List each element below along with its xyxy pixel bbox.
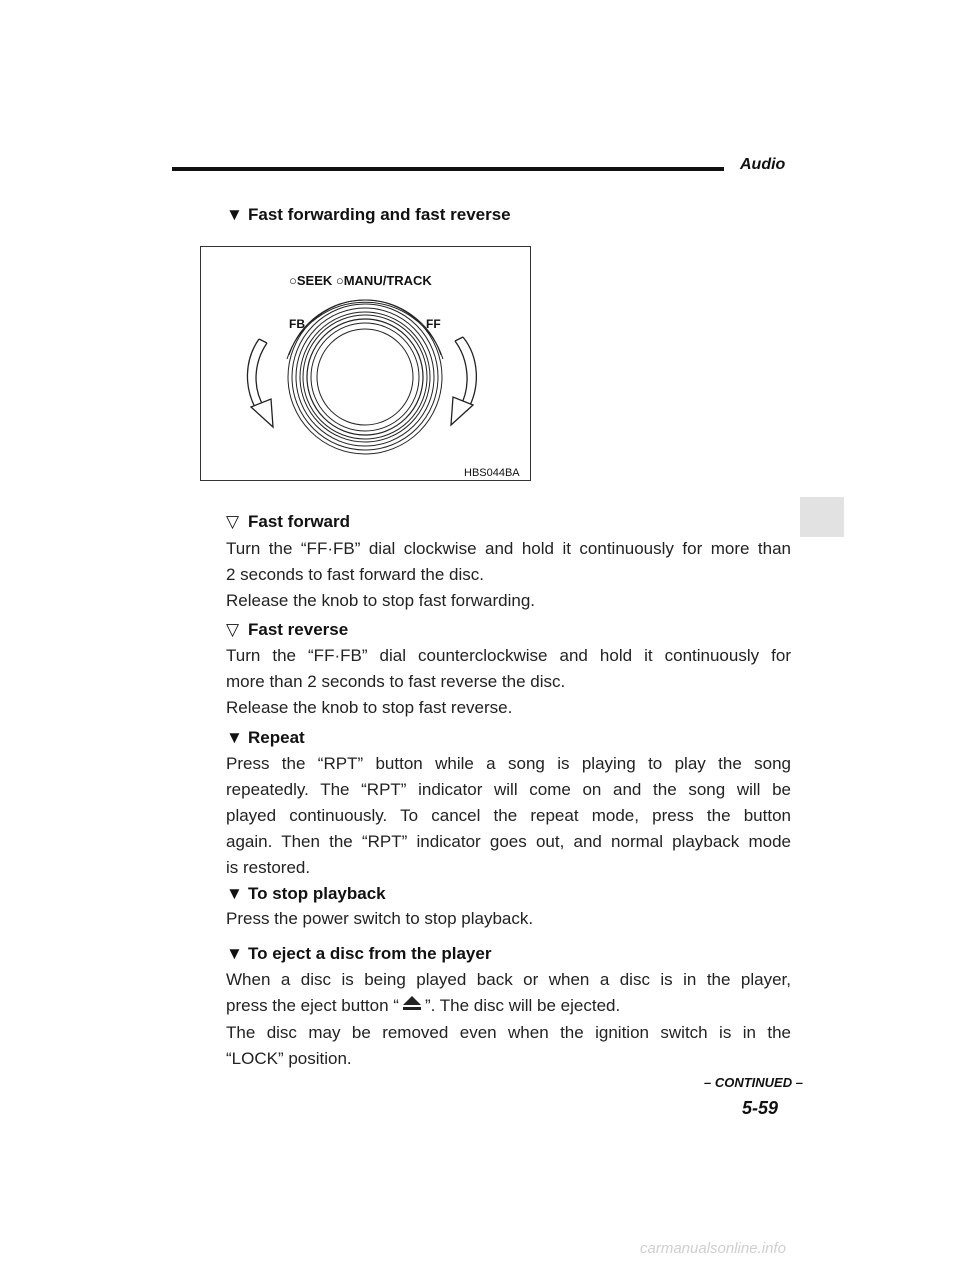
text-line: Press the power switch to stop playback. [226,909,534,928]
heading-text: To eject a disc from the player [248,944,492,963]
eject-text [226,967,791,1072]
stop-text [226,906,791,932]
outline-triangle-icon: ▽ [226,512,240,531]
filled-triangle-icon: ▼ [226,884,243,903]
subheading-fast-forward [226,512,350,532]
page-number: 5-59 [742,1098,779,1118]
heading-eject [226,944,491,964]
fb-label: FB [289,317,305,331]
text-line: Turn the “FF·FB” dial counterclockwise and hold it continuously for [226,646,791,665]
seek-manu-track-label: ○SEEK ○MANU/TRACK [289,273,432,288]
subheading-fast-reverse [226,620,348,640]
text-line: Turn the “FF·FB” dial clockwise and hold it continuously for more than [226,539,791,558]
filled-triangle-icon: ▼ [226,944,243,963]
text-line: repeatedly. The “RPT” indicator will come on and the song will be [226,780,791,799]
ff-label: FF [426,317,441,331]
text-line: again. Then the “RPT” indicator goes out, and normal playback mode [226,832,791,851]
outline-triangle-icon: ▽ [226,620,240,639]
figure-code: HBS044BA [464,467,520,479]
filled-triangle-icon: ▼ [226,205,243,224]
subheading-text: Fast forward [248,512,351,531]
dial-figure [200,246,531,481]
text-line: The disc may be removed even when the ignition switch is in the [226,1022,791,1042]
chapter-thumb-tab [800,497,844,537]
watermark: carmanualsonline.info [640,1240,786,1257]
filled-triangle-icon: ▼ [226,728,243,747]
text-line: Release the knob to stop fast reverse. [226,698,513,717]
text-fragment: press the eject button “ [226,996,399,1015]
text-line: “LOCK” position. [226,1048,352,1068]
text-line: 2 seconds to fast forward the disc. [226,565,484,584]
heading-text: To stop playback [248,884,386,903]
text-line: Release the knob to stop fast forwarding. [226,591,536,610]
text-line: When a disc is being played back or when a disc is in the player, [226,970,791,989]
text-fragment: ”. The disc will be ejected. [424,996,621,1015]
repeat-text [226,751,791,881]
text-line: Press the “RPT” button while a song is playing to play the song [226,754,791,773]
continued-label: – CONTINUED – [704,1075,803,1090]
heading-text: Repeat [248,728,305,747]
text-line: is restored. [226,858,311,877]
text-line: more than 2 seconds to fast reverse the disc. [226,672,566,691]
subheading-text: Fast reverse [248,620,349,639]
fast-reverse-text [226,643,791,721]
heading-text: Fast forwarding and fast reverse [248,205,511,224]
heading-stop-playback [226,884,386,904]
heading-fast-forwarding [226,205,511,225]
eject-icon [399,994,425,1020]
section-title: Audio [740,156,786,173]
header-rule [172,167,724,171]
heading-repeat [226,728,305,748]
text-line-with-icon [226,993,791,1020]
fast-forward-text [226,536,791,614]
text-line: played continuously. To cancel the repeat mode, press the button [226,806,791,825]
